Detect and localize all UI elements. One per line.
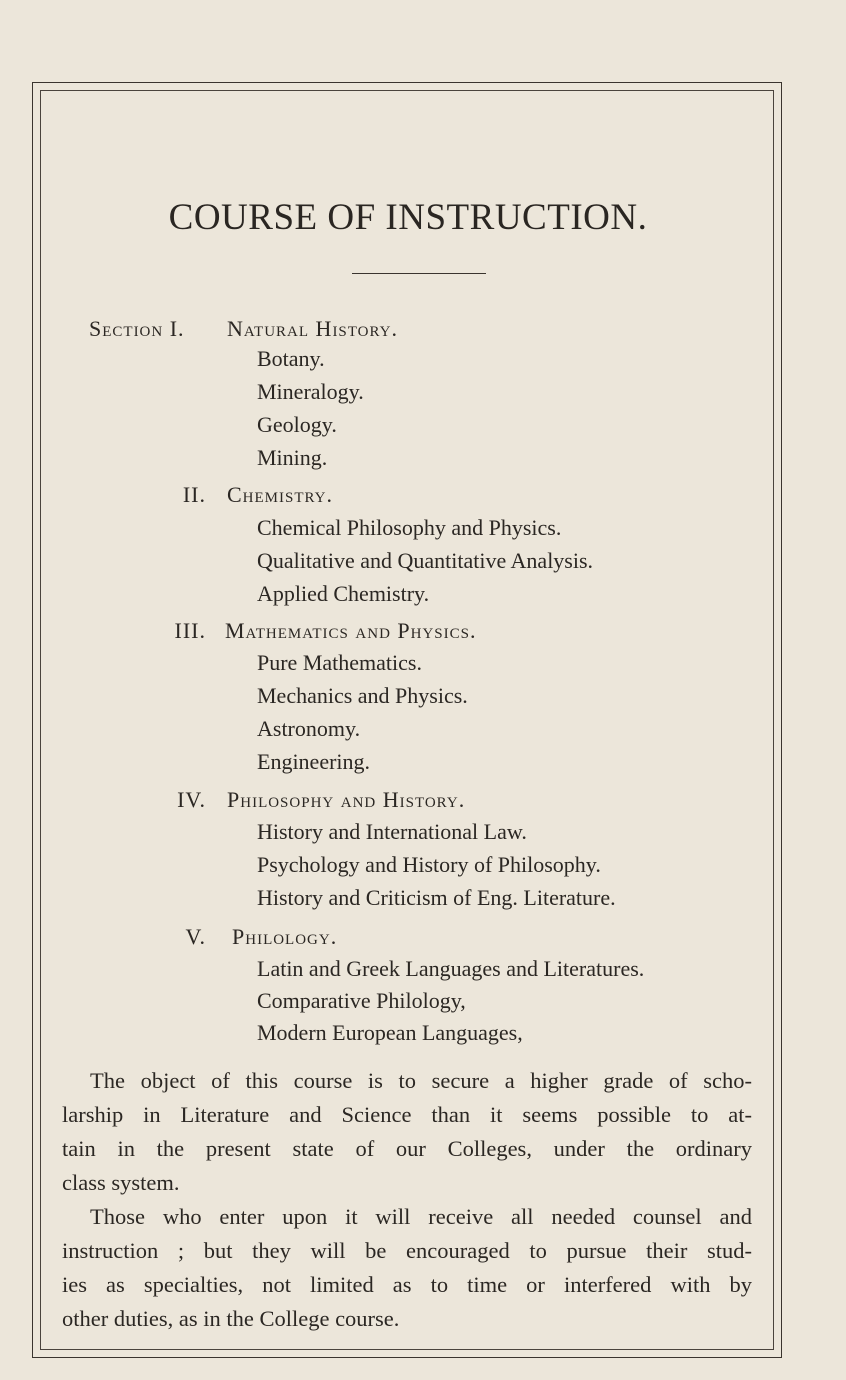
section-heading: Chemistry. [227,482,334,507]
subject-item: Geology. [257,412,337,437]
paragraph-line: larship in Literature and Science than it seems possible to at- [62,1102,752,1127]
paragraph-line: Those who enter upon it will receive all needed counsel and [90,1204,752,1229]
subject-item: Qualitative and Quantitative Analysis. [257,548,594,573]
subject-item: Astronomy. [257,716,361,741]
paragraph-line: The object of this course is to secure a higher grade of scho- [90,1068,752,1093]
paragraph-line: tain in the present state of our Colleges, under the ordinary [62,1136,752,1161]
section-label: III. [174,618,206,643]
paragraph-line: instruction ; but they will be encouraged to pursue their stud- [62,1238,752,1263]
section-label: V. [185,924,206,949]
paragraph-line: ies as specialties, not limited as to time or interfered with by [62,1272,752,1297]
subject-item: Psychology and History of Philosophy. [257,852,601,877]
subject-item: Engineering. [257,749,371,774]
paragraph-line: class system. [62,1170,180,1195]
subject-item: Comparative Philology, [257,988,466,1013]
subject-item: Botany. [257,346,325,371]
paragraph-line: other duties, as in the College course. [62,1306,400,1331]
subject-item: History and Criticism of Eng. Literature. [257,885,616,910]
subject-item: Chemical Philosophy and Physics. [257,515,562,540]
section-heading: Philosophy and History. [227,787,466,812]
title-rule [352,273,486,274]
section-label: Section I. [89,316,185,341]
subject-item: History and International Law. [257,819,527,844]
page-title: COURSE OF INSTRUCTION. [168,197,648,238]
subject-item: Mechanics and Physics. [257,683,468,708]
subject-item: Latin and Greek Languages and Literatures. [257,956,645,981]
subject-item: Pure Mathematics. [257,650,422,675]
subject-item: Mineralogy. [257,379,364,404]
section-label: IV. [177,787,206,812]
section-heading: Philology. [232,924,338,949]
body-paragraph [62,1064,752,1200]
subject-item: Mining. [257,445,328,470]
subject-item: Applied Chemistry. [257,581,430,606]
body-paragraph [62,1200,752,1336]
section-heading: Mathematics and Physics. [225,618,477,643]
subject-item: Modern European Languages, [257,1020,523,1045]
section-heading: Natural History. [227,316,399,341]
section-label: II. [182,482,206,507]
